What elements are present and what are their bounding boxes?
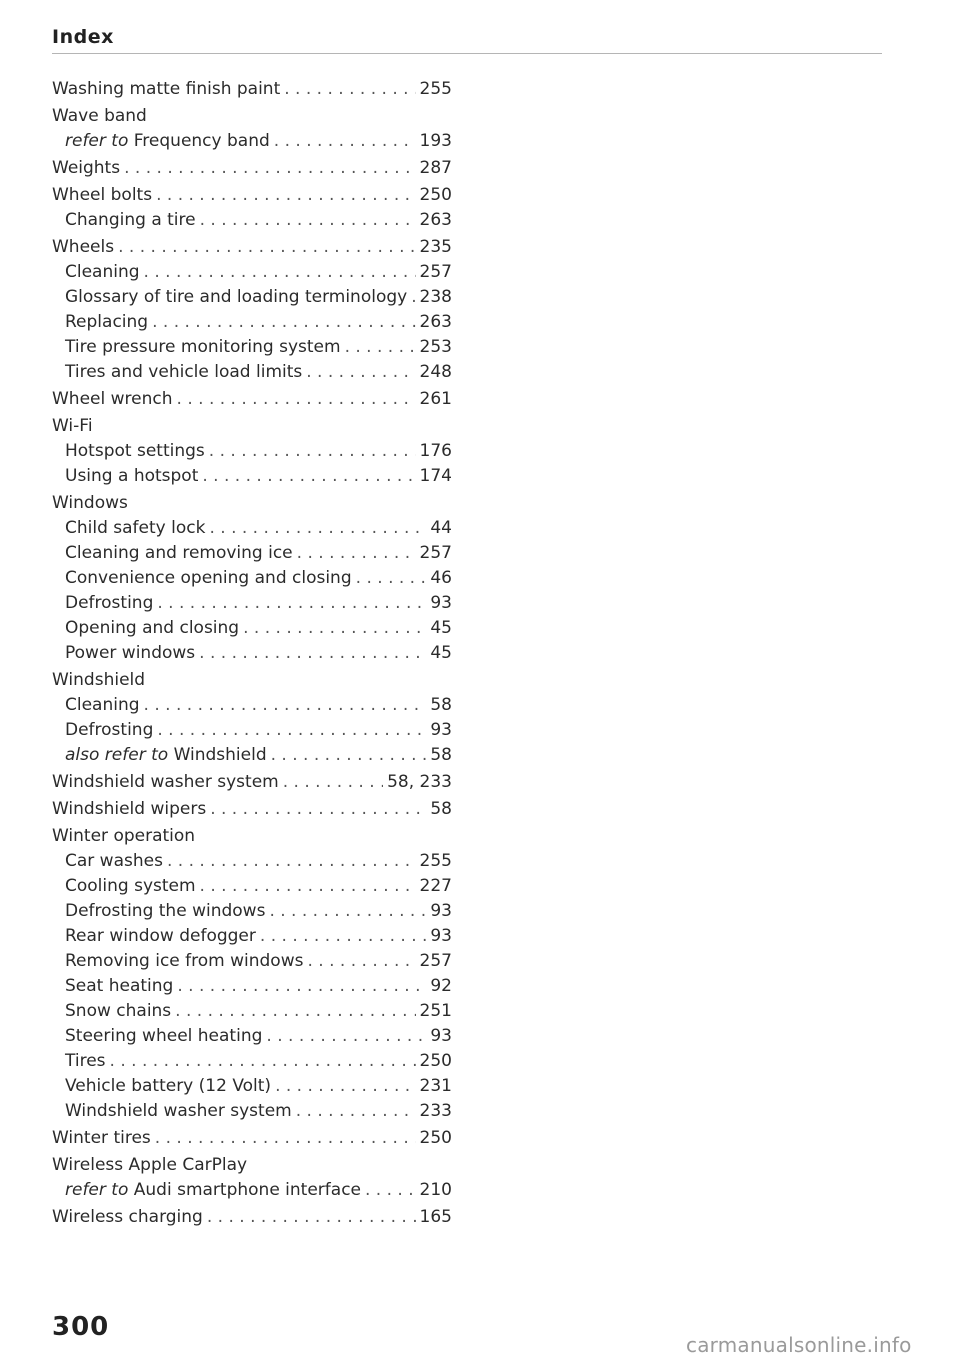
cross-reference-marker: refer to	[65, 131, 129, 151]
entry-label	[65, 1178, 361, 1203]
entry-text: Wheels	[52, 237, 115, 257]
entry-text: Weights	[52, 158, 121, 178]
entry-label	[52, 104, 147, 129]
index-subentry	[52, 208, 452, 233]
entry-text: Tire pressure monitoring system	[65, 337, 341, 357]
entry-page-number: 165	[419, 1207, 452, 1227]
index-entry	[52, 668, 452, 693]
index-subentry	[52, 335, 452, 360]
index-subentry	[52, 1049, 452, 1074]
dot-leader	[207, 1205, 416, 1230]
index-subentry	[52, 616, 452, 641]
dot-leader	[177, 974, 426, 999]
entry-label	[52, 824, 195, 849]
entry-text: Wireless Apple CarPlay	[52, 1155, 248, 1175]
section-title: Index	[52, 26, 114, 48]
index-subentry	[52, 566, 452, 591]
entry-text: Convenience opening and closing	[65, 568, 352, 588]
entry-label	[52, 235, 114, 260]
dot-leader	[144, 260, 416, 285]
page-number: 300	[52, 1312, 110, 1342]
entry-text: Defrosting the windows	[65, 901, 266, 921]
entry-label	[52, 1126, 151, 1151]
entry-text: Opening and closing	[65, 618, 240, 638]
index-list	[52, 75, 452, 1230]
dot-leader	[284, 77, 415, 102]
entry-page-number: 233	[419, 1101, 452, 1121]
entry-page-number: 58, 233	[387, 772, 452, 792]
dot-leader	[118, 235, 415, 260]
dot-leader	[124, 156, 415, 181]
dot-leader	[345, 335, 416, 360]
index-subentry	[52, 541, 452, 566]
entry-page-number: 261	[419, 389, 452, 409]
entry-label	[65, 949, 303, 974]
entry-text: Wheel bolts	[52, 185, 153, 205]
entry-text: Winter operation	[52, 826, 196, 846]
entry-page-number: 93	[430, 593, 452, 613]
index-subentry	[52, 1024, 452, 1049]
entry-text: Power windows	[65, 643, 196, 663]
dot-leader	[365, 1178, 416, 1203]
entry-page-number: 250	[419, 1128, 452, 1148]
watermark-text: carmanualsonline.info	[686, 1333, 912, 1357]
dot-leader	[269, 899, 426, 924]
entry-page-number: 250	[419, 185, 452, 205]
entry-label	[65, 335, 341, 360]
dot-leader	[306, 360, 415, 385]
dot-leader	[275, 1074, 415, 1099]
entry-label	[65, 360, 302, 385]
dot-leader	[144, 693, 427, 718]
entry-text: Tires and vehicle load limits	[65, 362, 303, 382]
entry-text: Windshield	[173, 745, 267, 765]
entry-label	[65, 849, 163, 874]
entry-label	[65, 1049, 106, 1074]
entry-label	[65, 516, 205, 541]
entry-text: Car washes	[65, 851, 163, 871]
index-subentry	[52, 849, 452, 874]
entry-text: Hotspot settings	[65, 441, 205, 461]
entry-text: Replacing	[65, 312, 149, 332]
dot-leader	[243, 616, 426, 641]
dot-leader	[175, 999, 415, 1024]
entry-text: Winter tires	[52, 1128, 151, 1148]
entry-label	[52, 1153, 247, 1178]
entry-text: Windshield washer system	[65, 1101, 292, 1121]
dot-leader	[209, 439, 416, 464]
entry-text: Using a hotspot	[65, 466, 199, 486]
page-header	[52, 24, 882, 54]
index-subentry	[52, 516, 452, 541]
entry-page-number: 93	[430, 1026, 452, 1046]
header-divider	[52, 53, 882, 54]
entry-label	[65, 1024, 262, 1049]
entry-label	[65, 129, 270, 154]
entry-label	[65, 1099, 292, 1124]
dot-leader	[271, 743, 427, 768]
entry-text: Defrosting	[65, 720, 154, 740]
index-entry	[52, 491, 452, 516]
entry-page-number: 45	[430, 618, 452, 638]
entry-page-number: 238	[419, 287, 452, 307]
entry-text: Cooling system	[65, 876, 196, 896]
entry-label	[65, 310, 148, 335]
index-subentry	[52, 464, 452, 489]
entry-label	[65, 743, 267, 768]
dot-leader	[156, 183, 415, 208]
index-subentry	[52, 439, 452, 464]
index-subentry	[52, 285, 452, 310]
entry-label	[65, 924, 256, 949]
index-entry	[52, 414, 452, 439]
entry-label	[52, 414, 93, 439]
entry-label	[52, 668, 145, 693]
dot-leader	[266, 1024, 426, 1049]
entry-text: Wheel wrench	[52, 389, 173, 409]
dot-leader	[199, 641, 426, 666]
dot-leader	[202, 464, 415, 489]
entry-label	[52, 1205, 203, 1230]
index-entry	[52, 770, 452, 795]
entry-page-number: 93	[430, 720, 452, 740]
entry-text: Snow chains	[65, 1001, 172, 1021]
dot-leader	[200, 874, 416, 899]
entry-label	[52, 770, 279, 795]
dot-leader	[155, 1126, 416, 1151]
index-entry	[52, 1205, 452, 1230]
dot-leader	[177, 387, 416, 412]
entry-page-number: 250	[419, 1051, 452, 1071]
entry-page-number: 253	[419, 337, 452, 357]
entry-page-number: 174	[419, 466, 452, 486]
entry-text: Removing ice from windows	[65, 951, 304, 971]
entry-label	[65, 616, 239, 641]
index-subentry	[52, 949, 452, 974]
entry-page-number: 58	[430, 745, 452, 765]
entry-text: Child safety lock	[65, 518, 206, 538]
entry-page-number: 210	[419, 1180, 452, 1200]
entry-text: Wi-Fi	[52, 416, 93, 436]
entry-label	[65, 693, 140, 718]
entry-text: Wave band	[52, 106, 147, 126]
entry-text: Wireless charging	[52, 1207, 203, 1227]
dot-leader	[152, 310, 415, 335]
index-subentry	[52, 693, 452, 718]
entry-page-number: 257	[419, 543, 452, 563]
entry-label	[65, 439, 205, 464]
entry-page-number: 93	[430, 926, 452, 946]
entry-text: Audi smartphone interface	[133, 1180, 361, 1200]
dot-leader	[297, 541, 416, 566]
dot-leader	[296, 1099, 416, 1124]
entry-page-number: 45	[430, 643, 452, 663]
dot-leader	[210, 797, 426, 822]
dot-leader	[283, 770, 383, 795]
entry-page-number: 231	[419, 1076, 452, 1096]
dot-leader	[274, 129, 416, 154]
index-subentry	[52, 924, 452, 949]
entry-text: Changing a tire	[65, 210, 196, 230]
dot-leader	[260, 924, 426, 949]
entry-label	[65, 208, 196, 233]
entry-label	[65, 566, 352, 591]
entry-text: Rear window defogger	[65, 926, 256, 946]
entry-label	[65, 541, 293, 566]
index-subentry	[52, 129, 452, 154]
index-subentry	[52, 260, 452, 285]
index-subentry	[52, 310, 452, 335]
index-entry	[52, 1126, 452, 1151]
index-subentry	[52, 360, 452, 385]
index-entry	[52, 235, 452, 260]
entry-label	[65, 591, 153, 616]
entry-page-number: 257	[419, 951, 452, 971]
entry-text: Seat heating	[65, 976, 174, 996]
index-subentry	[52, 743, 452, 768]
entry-text: Windows	[52, 493, 128, 513]
dot-leader	[411, 285, 415, 310]
index-entry	[52, 1153, 452, 1178]
index-entry	[52, 824, 452, 849]
index-subentry	[52, 999, 452, 1024]
entry-page-number: 255	[419, 851, 452, 871]
entry-label	[65, 874, 196, 899]
index-entry	[52, 156, 452, 181]
entry-page-number: 255	[419, 79, 452, 99]
entry-text: Washing matte finish paint	[52, 79, 281, 99]
dot-leader	[157, 718, 426, 743]
index-entry	[52, 387, 452, 412]
index-subentry	[52, 1099, 452, 1124]
entry-label	[65, 718, 153, 743]
dot-leader	[356, 566, 427, 591]
entry-page-number: 193	[419, 131, 452, 151]
index-entry	[52, 104, 452, 129]
entry-text: Windshield	[52, 670, 146, 690]
index-subentry	[52, 1178, 452, 1203]
entry-label	[65, 1074, 271, 1099]
dot-leader	[157, 591, 426, 616]
entry-page-number: 263	[419, 312, 452, 332]
entry-text: Windshield washer system	[52, 772, 279, 792]
entry-label	[52, 387, 173, 412]
entry-text: Cleaning and removing ice	[65, 543, 293, 563]
entry-page-number: 93	[430, 901, 452, 921]
dot-leader	[209, 516, 426, 541]
entry-page-number: 46	[430, 568, 452, 588]
dot-leader	[110, 1049, 416, 1074]
entry-page-number: 251	[419, 1001, 452, 1021]
entry-page-number: 92	[430, 976, 452, 996]
entry-text: Windshield wipers	[52, 799, 207, 819]
entry-text: Cleaning	[65, 262, 140, 282]
index-subentry	[52, 974, 452, 999]
dot-leader	[167, 849, 416, 874]
entry-page-number: 44	[430, 518, 452, 538]
entry-label	[65, 285, 407, 310]
entry-page-number: 248	[419, 362, 452, 382]
entry-label	[65, 974, 173, 999]
entry-page-number: 287	[419, 158, 452, 178]
entry-text: Glossary of tire and loading terminology	[65, 287, 408, 307]
entry-text: Steering wheel heating	[65, 1026, 263, 1046]
entry-label	[65, 464, 198, 489]
entry-page-number: 227	[419, 876, 452, 896]
entry-label	[65, 999, 171, 1024]
index-subentry	[52, 899, 452, 924]
entry-label	[52, 77, 280, 102]
entry-label	[65, 899, 265, 924]
dot-leader	[200, 208, 416, 233]
index-subentry	[52, 874, 452, 899]
entry-label	[52, 183, 152, 208]
entry-label	[65, 260, 140, 285]
entry-text: Tires	[65, 1051, 106, 1071]
index-subentry	[52, 591, 452, 616]
entry-text: Cleaning	[65, 695, 140, 715]
entry-label	[65, 641, 195, 666]
entry-page-number: 176	[419, 441, 452, 461]
entry-label	[52, 797, 206, 822]
cross-reference-marker: also refer to	[65, 745, 169, 765]
entry-label	[52, 491, 128, 516]
entry-page-number: 257	[419, 262, 452, 282]
index-entry	[52, 77, 452, 102]
entry-label	[52, 156, 120, 181]
entry-text: Vehicle battery (12 Volt)	[65, 1076, 272, 1096]
index-subentry	[52, 641, 452, 666]
entry-page-number: 58	[430, 799, 452, 819]
index-entry	[52, 797, 452, 822]
cross-reference-marker: refer to	[65, 1180, 129, 1200]
index-entry	[52, 183, 452, 208]
entry-page-number: 235	[419, 237, 452, 257]
index-subentry	[52, 1074, 452, 1099]
dot-leader	[307, 949, 415, 974]
entry-page-number: 58	[430, 695, 452, 715]
index-subentry	[52, 718, 452, 743]
entry-page-number: 263	[419, 210, 452, 230]
entry-text: Defrosting	[65, 593, 154, 613]
entry-text: Frequency band	[133, 131, 270, 151]
